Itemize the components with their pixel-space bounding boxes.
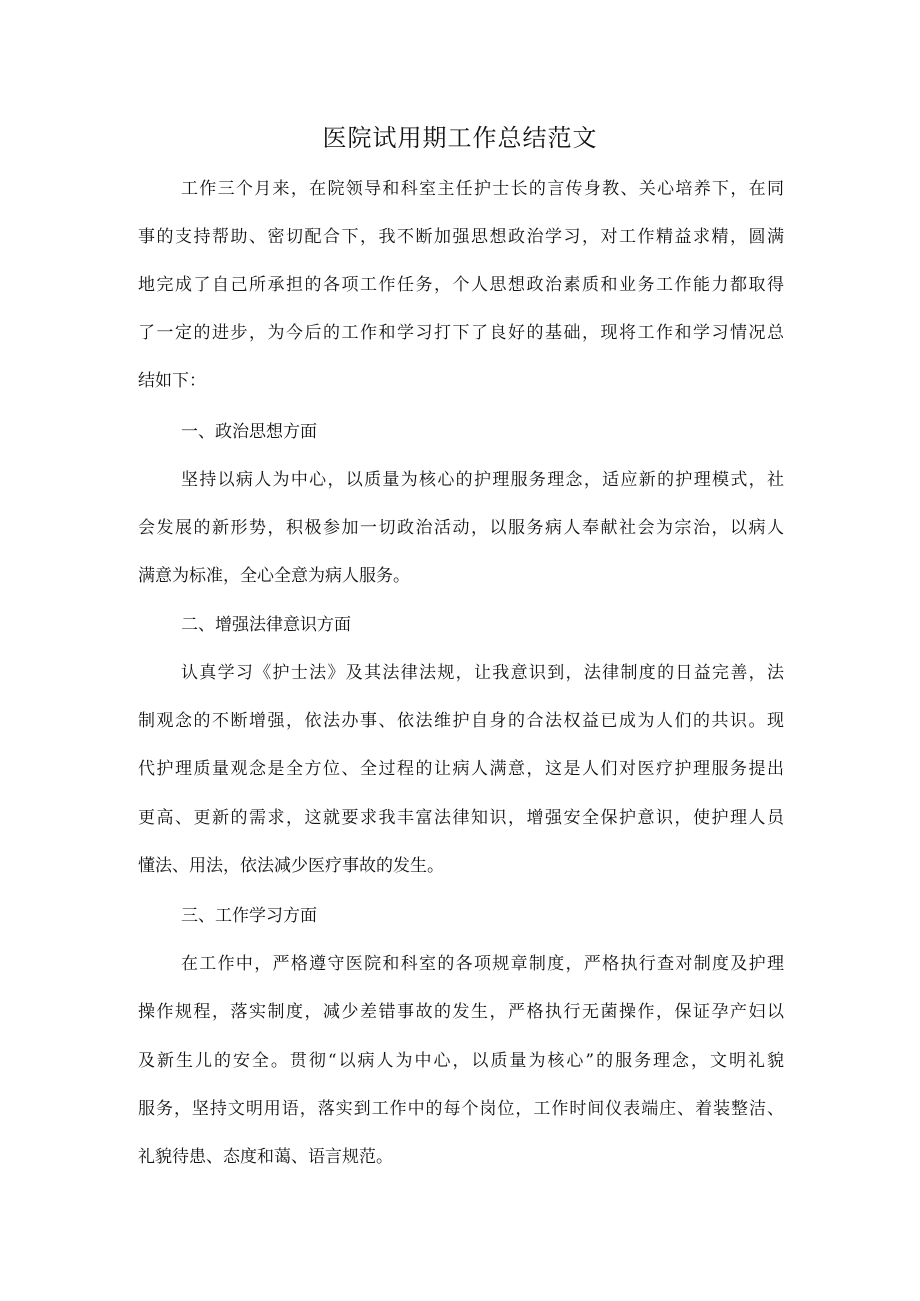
section-3-line-1: 在工作中，严格遵守医院和科室的各项规章制度，严格执行查对制度及护理	[181, 954, 784, 974]
section-3-line-4: 服务，坚持文明用语，落实到工作中的每个岗位，工作时间仪表端庄、着装整洁、	[138, 1099, 784, 1119]
section-3-line-2: 操作规程，落实制度，减少差错事故的发生，严格执行无菌操作，保证孕产妇以	[138, 1002, 784, 1022]
document-title: 医院试用期工作总结范文	[322, 124, 598, 152]
section-3-line-5: 礼貌待患、态度和蔼、语言规范。	[138, 1147, 393, 1167]
section-1-line-2: 会发展的新形势，积极参加一切政治活动，以服务病人奉献社会为宗治，以病人	[138, 518, 784, 538]
section-2-heading: 二、增强法律意识方面	[181, 615, 351, 635]
section-2-line-2: 制观念的不断增强，依法办事、依法维护自身的合法权益已成为人们的共识。现	[138, 711, 784, 731]
section-1-heading: 一、政治思想方面	[181, 422, 317, 442]
section-2-line-5: 懂法、用法，依法减少医疗事故的发生。	[138, 856, 444, 876]
intro-line-1: 工作三个月来，在院领导和科室主任护士长的言传身教、关心培养下，在同	[181, 179, 784, 199]
intro-line-3: 地完成了自己所承担的各项工作任务，个人思想政治素质和业务工作能力都取得	[138, 275, 784, 295]
section-3-line-3: 及新生儿的安全。贯彻“以病人为中心，以质量为核心”的服务理念，文明礼貌	[138, 1051, 784, 1071]
intro-line-5: 结如下：	[138, 371, 206, 391]
intro-line-4: 了一定的进步，为今后的工作和学习打下了良好的基础，现将工作和学习情况总	[138, 323, 784, 343]
intro-line-2: 事的支持帮助、密切配合下，我不断加强思想政治学习，对工作精益求精，圆满	[138, 227, 784, 247]
section-2-line-4: 更高、更新的需求，这就要求我丰富法律知识，增强安全保护意识，使护理人员	[138, 808, 784, 828]
section-1-line-3: 满意为标准，全心全意为病人服务。	[138, 566, 410, 586]
section-2-line-1: 认真学习《护士法》及其法律法规，让我意识到，法律制度的日益完善，法	[181, 663, 784, 683]
section-1-line-1: 坚持以病人为中心，以质量为核心的护理服务理念，适应新的护理模式，社	[181, 470, 784, 490]
section-3-heading: 三、工作学习方面	[181, 906, 317, 926]
section-2-line-3: 代护理质量观念是全方位、全过程的让病人满意，这是人们对医疗护理服务提出	[138, 759, 784, 779]
